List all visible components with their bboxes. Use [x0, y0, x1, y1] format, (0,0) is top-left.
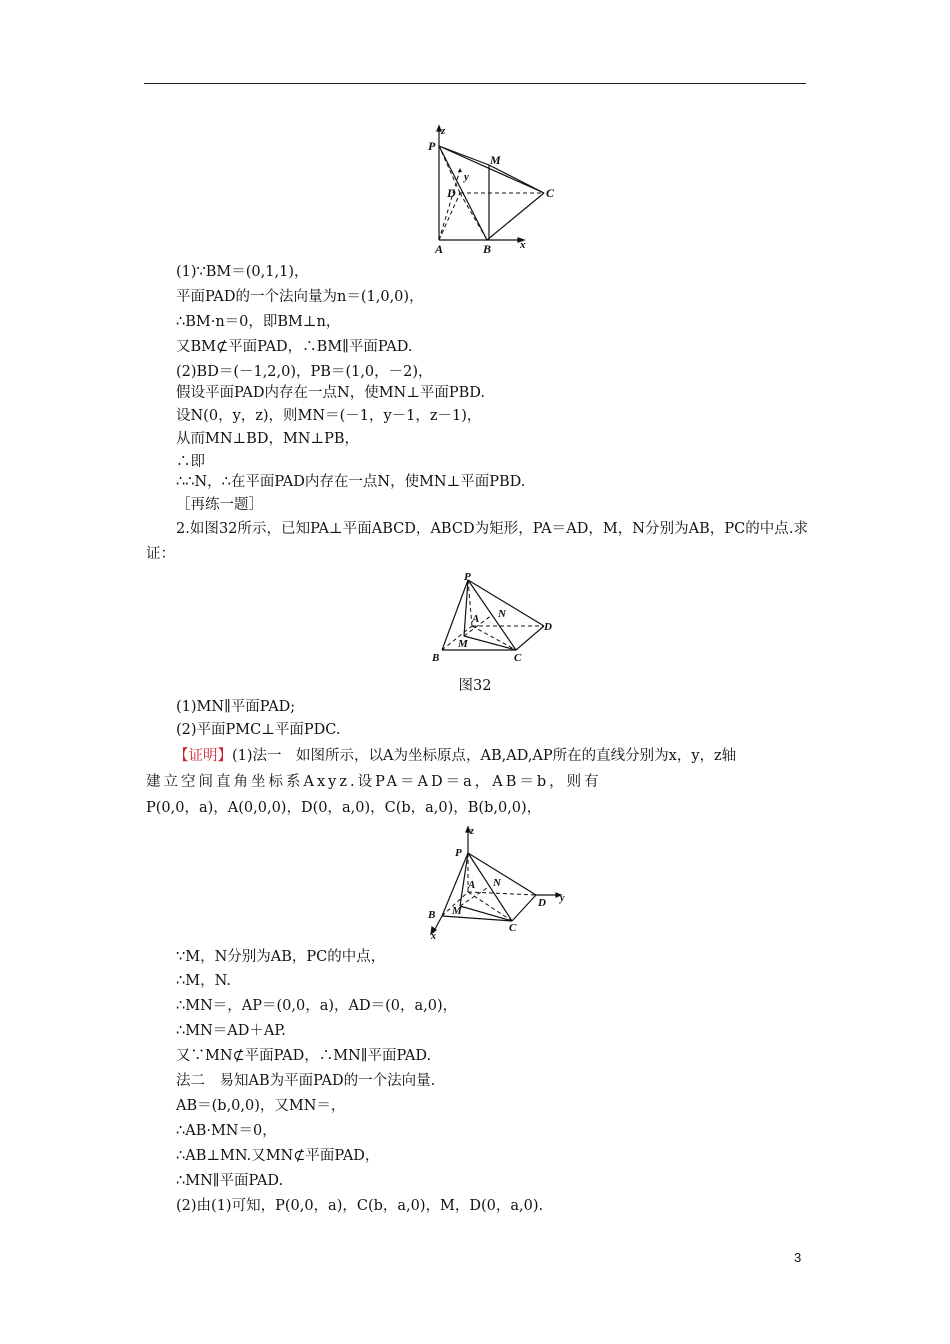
proof-line3: P(0,0，a)，A(0,0,0)，D(0，a,0)，C(b，a,0)，B(b,0,0)，	[146, 800, 542, 816]
fig1-label-d: D	[447, 186, 456, 200]
fig3-label-m: M	[452, 905, 462, 917]
method1-line1: ∵M，N分别为AB，PC的中点，	[176, 949, 386, 965]
method2-line4: ∴AB⊥MN.又MN⊄平面PAD，	[176, 1148, 380, 1164]
fig2-label-n: N	[498, 608, 506, 620]
fig2-label-a: A	[472, 613, 480, 625]
method2-line6: (2)由(1)可知，P(0,0，a)，C(b，a,0)，M，D(0，a,0).	[176, 1198, 544, 1214]
method1-line4: ∴MN＝AD＋AP.	[176, 1023, 286, 1039]
part1-line2: 平面PAD的一个法向量为n＝(1,0,0)，	[176, 289, 424, 305]
fig1-label-p: P	[428, 139, 436, 153]
fig3-label-z: z	[470, 826, 474, 837]
method2-line3: ∴AB·MN＝0，	[176, 1123, 277, 1139]
fig3-label-y: y	[560, 893, 565, 904]
fig3-label-a: A	[468, 879, 476, 891]
fig1-label-b: B	[483, 242, 492, 256]
fig3-label-d: D	[538, 897, 546, 909]
fig1-label-m: M	[490, 153, 501, 167]
fig2-label-d: D	[544, 621, 552, 633]
proof-line1	[174, 747, 736, 765]
fig1-label-x: x	[520, 239, 526, 251]
problem2-stem: 2.如图32所示，已知PA⊥平面ABCD，ABCD为矩形，PA＝AD，M，N分别为AB，PC的中点.求证：	[146, 521, 808, 562]
fig3-label-x: x	[431, 931, 436, 942]
header-rule	[144, 83, 806, 84]
part2-line1: (2)BD＝(－1,2,0)，PB＝(1,0，－2)，	[176, 364, 433, 380]
fig1-label-y: y	[464, 171, 469, 183]
figure-1-pyramid	[420, 124, 560, 254]
fig2-label-m: M	[458, 638, 468, 650]
proof-tag: 【证明】	[174, 748, 232, 764]
fig3-label-c: C	[509, 922, 517, 934]
part1-line1: (1)∵BM＝(0,1,1)，	[176, 264, 309, 280]
fig1-label-a: A	[435, 242, 444, 256]
fig2-label-p: P	[464, 571, 471, 583]
method1-line2: ∴M，N.	[176, 973, 231, 989]
fig2-label-c: C	[514, 652, 522, 664]
method1-line3: ∴MN＝，AP＝(0,0，a)，AD＝(0，a,0)，	[176, 998, 458, 1014]
part2-line2: 假设平面PAD内存在一点N，使MN⊥平面PBD.	[176, 385, 486, 401]
proof-line2: 建立空间直角坐标系Axyz.设PA＝AD＝a，AB＝b，则有	[146, 774, 602, 790]
part2-line4: 从而MN⊥BD，MN⊥PB，	[176, 431, 360, 447]
part2-line6: ∴∴N，∴在平面PAD内存在一点N，使MN⊥平面PBD.	[176, 474, 526, 490]
method2-line2: AB＝(b,0,0)，又MN＝，	[176, 1098, 346, 1114]
part2-line3: 设N(0，y，z)，则MN＝(－1，y－1，z－1)，	[176, 408, 482, 424]
part1-line3: ∴BM·n＝0，即BM⊥n，	[176, 314, 341, 330]
problem2-q2: (2)平面PMC⊥平面PDC.	[176, 722, 341, 738]
figure-2-caption: 图32	[458, 678, 492, 694]
fig1-label-c: C	[546, 186, 555, 200]
figure-2-pyramid	[428, 570, 568, 668]
fig3-label-b: B	[428, 909, 436, 921]
problem2-q1: (1)MN∥平面PAD;	[176, 699, 296, 715]
part2-line5: ∴即	[176, 454, 205, 470]
fig2-label-b: B	[432, 652, 440, 664]
fig3-label-p: P	[455, 847, 462, 859]
method1-line5: 又∵MN⊄平面PAD，∴MN∥平面PAD.	[176, 1048, 432, 1064]
fig1-label-z: z	[441, 125, 446, 137]
part1-line4: 又BM⊄平面PAD，∴BM∥平面PAD.	[176, 339, 413, 355]
method2-line5: ∴MN∥平面PAD.	[176, 1173, 284, 1189]
page-number: 3	[794, 1250, 802, 1265]
fig3-label-n: N	[493, 877, 501, 889]
section-label: ［再练一题］	[176, 497, 263, 513]
method2-line1: 法二 易知AB为平面PAD的一个法向量.	[176, 1073, 436, 1089]
proof-line1-text: (1)法一 如图所示，以A为坐标原点，AB,AD,AP所在的直线分别为x，y，z轴	[232, 748, 737, 764]
figure-3-coordinate-pyramid	[422, 826, 572, 940]
